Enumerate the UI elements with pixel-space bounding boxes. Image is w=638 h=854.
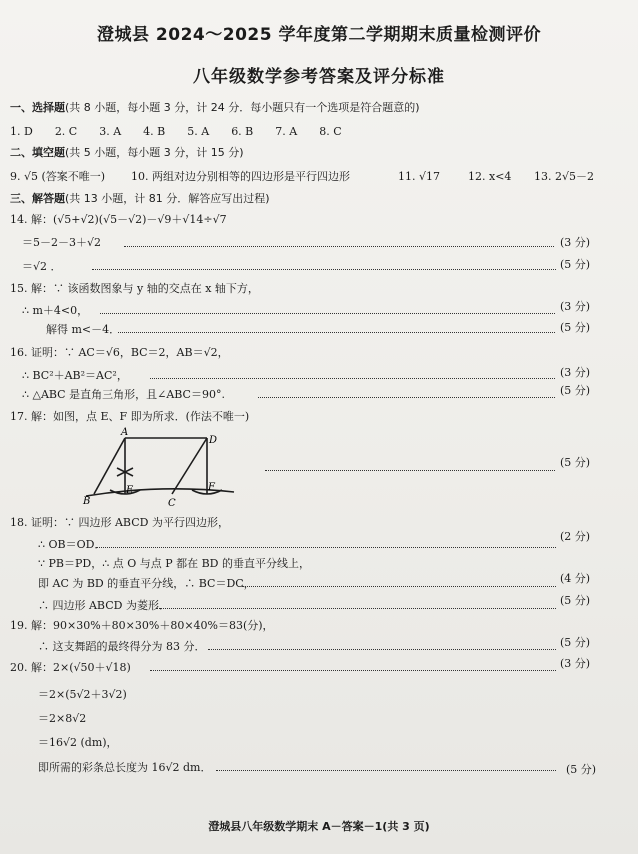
choice-answer: 3. A bbox=[99, 125, 122, 138]
section-3-note: (共 13 小题，计 81 分．解答应写出过程) bbox=[65, 192, 270, 205]
q14-line-3: ＝√2 ． bbox=[22, 260, 62, 273]
q14-line-2: ＝5－2－3＋√2 bbox=[22, 236, 102, 249]
page-subtitle: 八年级数学参考答案及评分标准 bbox=[193, 67, 445, 87]
segment-dc bbox=[172, 438, 207, 494]
score-mark: (5 分) bbox=[560, 594, 591, 607]
score-mark: (5 分) bbox=[560, 321, 591, 334]
label-c: C bbox=[168, 498, 176, 509]
dot-leader bbox=[124, 246, 554, 247]
dot-leader bbox=[265, 470, 555, 471]
q19-line-1: 19. 解：90×30%＋80×30%＋80×40%＝83(分)， bbox=[10, 619, 274, 632]
label-e: E bbox=[126, 485, 134, 496]
q15-line-1: 15. 解：∵ 该函数图象与 y 轴的交点在 x 轴下方， bbox=[10, 282, 259, 295]
section-1-heading-line bbox=[10, 101, 420, 115]
dot-leader bbox=[100, 313, 555, 314]
section-3-heading-line bbox=[10, 192, 270, 206]
parallelogram-construction-figure bbox=[80, 424, 250, 509]
fill-answer-13: 13. 2√5－2 bbox=[534, 170, 594, 183]
q19-line-2: ∴ 这支舞蹈的最终得分为 83 分． bbox=[38, 640, 206, 653]
dot-leader bbox=[150, 670, 556, 671]
q16-line-1: 16. 证明：∵ AC＝√6，BC＝2，AB＝√2， bbox=[10, 346, 229, 359]
q16-line-3: ∴ △ABC 是直角三角形，且∠ABC＝90°. bbox=[22, 388, 225, 401]
q20-line-3: ＝2×8√2 bbox=[38, 712, 87, 725]
score-mark: (3 分) bbox=[560, 300, 591, 313]
dot-leader bbox=[242, 586, 556, 587]
label-f: F bbox=[208, 482, 215, 493]
q18-line-4: 即 AC 为 BD 的垂直平分线，∴ BC＝DC， bbox=[38, 577, 255, 590]
choice-answer: 1. D bbox=[10, 125, 33, 138]
score-mark: (5 分) bbox=[560, 258, 591, 271]
dot-leader bbox=[156, 608, 556, 609]
section-2-heading: 二、填空题 bbox=[10, 146, 65, 159]
choice-answer: 8. C bbox=[319, 125, 342, 138]
q17-line-1: 17. 解：如图，点 E、F 即为所求．(作法不唯一) bbox=[10, 410, 250, 423]
label-a: A bbox=[121, 427, 129, 438]
choice-answer: 5. A bbox=[187, 125, 210, 138]
q15-line-3: 解得 m<－4． bbox=[46, 323, 121, 336]
choice-answer: 7. A bbox=[275, 125, 298, 138]
label-d: D bbox=[209, 435, 218, 446]
q15-line-2: ∴ m＋4<0， bbox=[22, 304, 89, 317]
q20-line-2: ＝2×(5√2＋3√2) bbox=[38, 688, 127, 701]
q14-line-1: 14. 解：(√5+√2)(√5－√2)－√9＋√14÷√7 bbox=[10, 213, 227, 226]
dot-leader bbox=[96, 547, 556, 548]
q20-line-5: 即所需的彩条总长度为 16√2 dm． bbox=[38, 761, 212, 774]
section-2-heading-line bbox=[10, 146, 244, 160]
dot-leader bbox=[150, 378, 555, 379]
score-mark: (5 分) bbox=[566, 763, 597, 776]
fill-answer-9: 9. √5 (答案不唯一) bbox=[10, 170, 106, 183]
page-footer: 澄城县八年级数学期末 A－答案－1(共 3 页) bbox=[208, 820, 430, 833]
dot-leader bbox=[118, 332, 555, 333]
section-1-note: (共 8 小题，每小题 3 分，计 24 分．每小题只有一个选项是符合题意的) bbox=[65, 101, 420, 114]
section-3-heading: 三、解答题 bbox=[10, 192, 65, 205]
score-mark: (4 分) bbox=[560, 572, 591, 585]
section-2-note: (共 5 小题，每小题 3 分，计 15 分) bbox=[65, 146, 244, 159]
score-mark: (5 分) bbox=[560, 456, 591, 469]
choice-answer: 6. B bbox=[231, 125, 254, 138]
dot-leader bbox=[216, 770, 556, 771]
score-mark: (3 分) bbox=[560, 366, 591, 379]
q18-line-1: 18. 证明：∵ 四边形 ABCD 为平行四边形， bbox=[10, 516, 229, 529]
score-mark: (2 分) bbox=[560, 530, 591, 543]
score-mark: (3 分) bbox=[560, 657, 591, 670]
dot-leader bbox=[208, 649, 556, 650]
score-mark: (5 分) bbox=[560, 384, 591, 397]
q18-line-2: ∴ OB＝OD． bbox=[38, 538, 106, 551]
score-mark: (3 分) bbox=[560, 236, 591, 249]
segment-ab bbox=[94, 438, 125, 494]
q20-line-4: ＝16√2 (dm)， bbox=[38, 736, 118, 749]
label-b: B bbox=[83, 496, 91, 507]
q18-line-5: ∴ 四边形 ABCD 为菱形． bbox=[38, 599, 170, 612]
section-1-heading: 一、选择题 bbox=[10, 101, 65, 114]
choice-answer: 2. C bbox=[54, 125, 78, 138]
choice-answers bbox=[10, 125, 364, 139]
page-title: 澄城县 2024～2025 学年度第二学期期末质量检测评价 bbox=[97, 25, 541, 45]
fill-answer-11: 11. √17 bbox=[398, 170, 440, 183]
q18-line-3: ∵ PB＝PD，∴ 点 O 与点 P 都在 BD 的垂直平分线上， bbox=[38, 557, 310, 570]
dot-leader bbox=[92, 269, 556, 270]
fill-answer-10: 10. 两组对边分别相等的四边形是平行四边形 bbox=[131, 170, 350, 183]
dot-leader bbox=[258, 397, 555, 398]
choice-answer: 4. B bbox=[143, 125, 166, 138]
fill-answer-12: 12. x<4 bbox=[468, 170, 512, 183]
q20-line-1: 20. 解：2×(√50＋√18) bbox=[10, 661, 131, 674]
q16-line-2: ∴ BC²＋AB²＝AC²， bbox=[22, 369, 128, 382]
score-mark: (5 分) bbox=[560, 636, 591, 649]
